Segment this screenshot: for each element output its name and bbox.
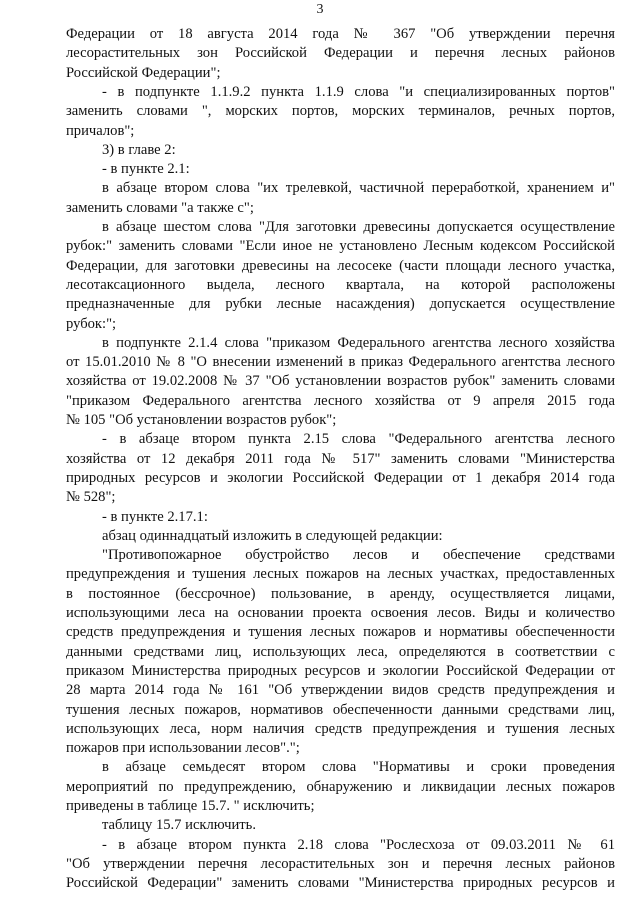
text-line: пожаров при использовании лесов"."; [66,740,300,757]
text-line: хозяйства от 12 декабря 2011 года № 517" заменить словами "Министерства [66,450,615,467]
text-line: причалов"; [66,122,135,139]
text-line: природных ресурсов и экологии Российской Федерации от 1 декабря 2014 года [66,469,615,486]
text-line: хозяйства от 19.02.2008 № 37 "Об установлении возрастов рубок" заменить словами [66,373,615,390]
text-line: в подпункте 2.1.4 слова "приказом Федерального агентства лесного хозяйства [102,334,615,351]
text-line: в абзаце семьдесят втором слова "Нормативы и сроки проведения [102,759,615,776]
text-line: в абзаце шестом слова "Для заготовки древесины допускается осуществление [102,219,615,235]
text-line: - в абзаце втором пункта 2.15 слова "Федерального агентства лесного [102,431,615,448]
text-line: абзац одиннадцатый изложить в следующей редакции: [102,527,443,544]
text-line: 28 марта 2014 года № 161 "Об утверждении видов средств предупреждения и [66,682,615,699]
text-line: 3) в главе 2: [102,141,176,158]
page-number: 3 [316,2,324,17]
text-line: - в пункте 2.1: [102,161,190,178]
text-line: использующими леса на основании проекта освоения лесов. Виды и количество [66,605,615,621]
text-line: использующих леса, норм наличия средств предупреждения и тушения лесных [66,720,615,737]
text-line: Федерации от 18 августа 2014 года № 367 "Об утверждении перечня [66,26,615,42]
text-line: приказом Министерства природных ресурсов и экологии Российской Федерации от [66,662,615,679]
text-line: рубок:" заменить словами "Если иное не установлено Лесным кодексом Российской [66,238,615,255]
text-line: предназначенные для рубки лесные насаждения) допускается осуществление [66,296,615,313]
text-line: предупреждения и тушения лесных пожаров на лесных участках, предоставленных [66,566,615,583]
text-line: в абзаце втором слова "их трелевкой, частичной переработкой, хранением и" [102,180,615,197]
text-line: в постоянное (бессрочное) пользование, в аренду, осуществляется лицами, [66,585,615,602]
text-line: № 528"; [66,489,116,506]
text-line: "Противопожарное обустройство лесов и обеспечение средствами [102,547,615,564]
text-line: мероприятий по предупреждению, обнаружению и ликвидации лесных пожаров [66,778,615,795]
text-line: - в подпункте 1.1.9.2 пункта 1.1.9 слова "и специализированных портов" [102,83,615,100]
text-line: заменить словами "а также с"; [66,199,254,216]
text-line: от 15.01.2010 № 8 "О внесении изменений в приказ Федерального агентства лесного [66,354,615,371]
text-line: данными средствами лиц, использующих леса, определяются в соответствии с [66,643,615,660]
text-line: заменить словами ", морских портов, морских терминалов, речных портов, [66,103,615,120]
text-line: Российской Федерации" заменить словами "Министерства природных ресурсов и [66,875,615,892]
text-line: Федерации, для заготовки древесины на лесосеке (части площади лесного участка, [66,257,615,274]
text-line: таблицу 15.7 исключить. [102,817,256,834]
text-line: "Об утверждении перечня лесорастительных зон и перечня лесных районов [66,855,615,872]
text-line: лесотаксационного выдела, лесного квартала, на которой расположены [66,276,615,293]
text-line: Российской Федерации"; [66,64,221,81]
text-line: рубок:"; [66,315,117,332]
text-line: лесорастительных зон Российской Федерации и перечня лесных районов [66,45,615,62]
text-line: - в пункте 2.17.1: [102,508,208,525]
text-line: тушения лесных пожаров, нормативов обеспеченности данными средствами лиц, [66,701,615,718]
text-line: средств предупреждения и тушения лесных пожаров и нормативы обеспеченности [66,624,615,641]
text-line: приведены в таблице 15.7. " исключить; [66,798,315,814]
text-line: - в абзаце втором пункта 2.18 слова "Рослесхоза от 09.03.2011 № 61 [102,836,615,853]
text-line: "приказом Федерального агентства лесного хозяйства от 9 апреля 2015 года [66,392,615,409]
text-line: № 105 "Об установлении возрастов рубок"; [66,412,337,428]
